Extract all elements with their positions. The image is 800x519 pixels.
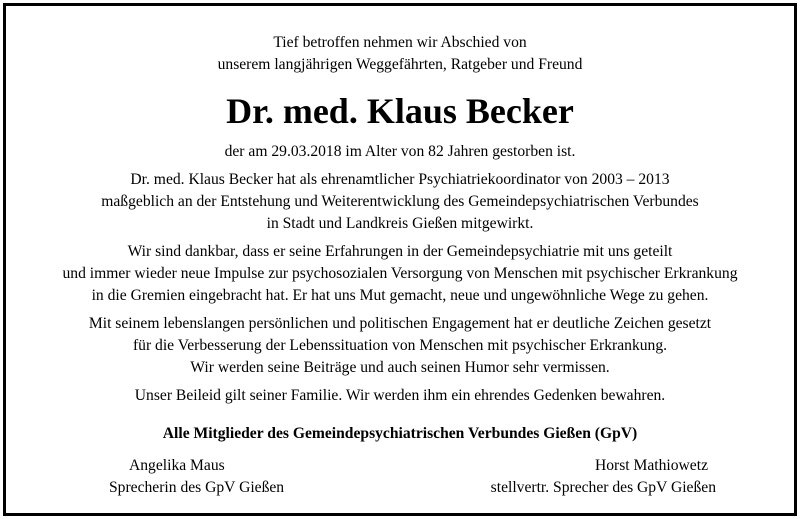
signatory-2-name: Horst Mathiowetz xyxy=(594,457,708,474)
paragraph-2-line-3: in die Gremien eingebracht hat. Er hat uns Mut gemacht, neue und ungewöhnliche Wege zu gehen. xyxy=(91,287,709,304)
paragraph-3-line-2: für die Verbesserung der Lebenssituation von Menschen mit psychischer Erkrankung. xyxy=(132,337,668,354)
paragraph-2-line-1: Wir sind dankbar, dass er seine Erfahrungen in der Gemeindepsychiatrie mit uns geteilt xyxy=(127,243,673,260)
obituary-frame xyxy=(3,3,797,516)
paragraph-1-line-1: Dr. med. Klaus Becker hat als ehrenamtlicher Psychiatriekoordinator von 2003 – 2013 xyxy=(130,171,670,188)
members-line: Alle Mitglieder des Gemeindepsychiatrischen Verbundes Gießen (GpV) xyxy=(162,425,638,442)
intro-line-2: unserem langjährigen Weggefährten, Ratgeber und Freund xyxy=(217,56,583,73)
paragraph-1-line-3: in Stadt und Landkreis Gießen mitgewirkt. xyxy=(266,215,534,232)
paragraph-1-line-2: maßgeblich an der Entstehung und Weiterentwicklung des Gemeindepsychiatrischen Verbundes xyxy=(101,193,699,210)
deceased-name: Dr. med. Klaus Becker xyxy=(226,91,574,131)
signatory-1-name: Angelika Maus xyxy=(129,457,225,474)
condolence-line: Unser Beileid gilt seiner Familie. Wir werden ihm ein ehrendes Gedenken bewahren. xyxy=(134,387,666,404)
paragraph-3-line-1: Mit seinem lebenslangen persönlichen und politischen Engagement hat er deutliche Zeichen gesetzt xyxy=(88,315,712,332)
death-date-line: der am 29.03.2018 im Alter von 82 Jahren gestorben ist. xyxy=(224,143,576,160)
signatory-1-role: Sprecherin des GpV Gießen xyxy=(109,479,285,496)
paragraph-3-line-3: Wir werden seine Beiträge und auch seinen Humor sehr vermissen. xyxy=(190,359,610,376)
paragraph-2-line-2: und immer wieder neue Impulse zur psychosozialen Versorgung von Menschen mit psychischer Erkrankung xyxy=(62,265,738,282)
signatory-2-role: stellvertr. Sprecher des GpV Gießen xyxy=(490,479,716,496)
intro-line-1: Tief betroffen nehmen wir Abschied von xyxy=(273,34,527,51)
